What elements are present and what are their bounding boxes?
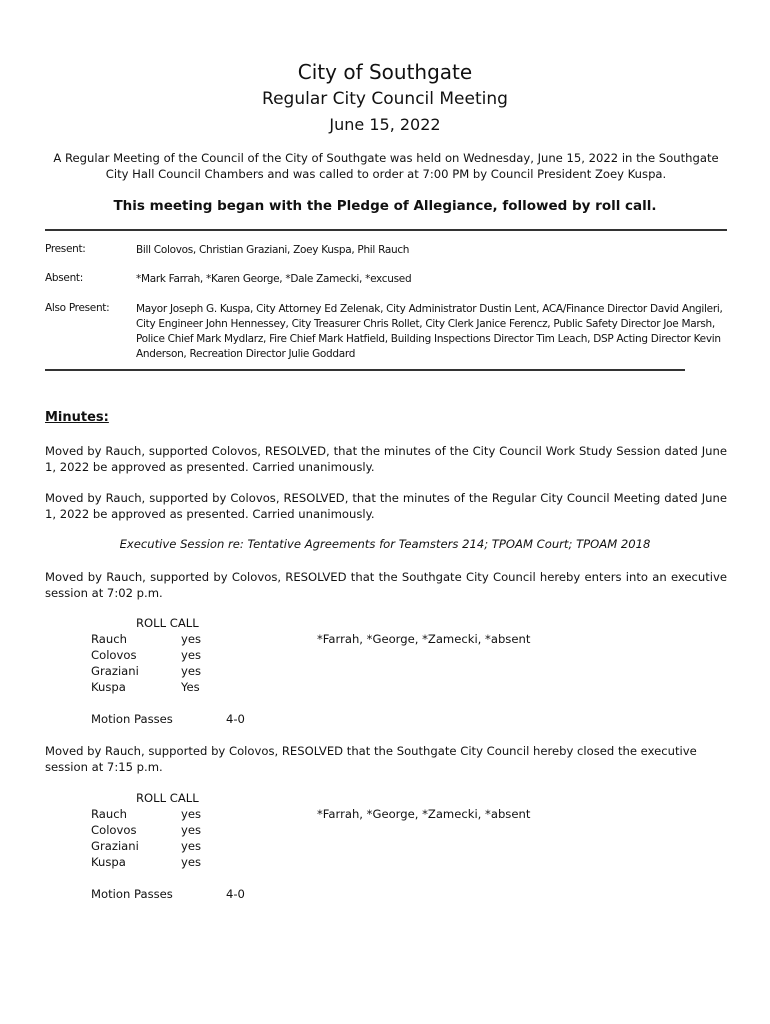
minutes-paragraph-2: Moved by Rauch, supported by Colovos, RESOLVED, that the minutes of the Regular City Council Meeting dated June 1, 2022 be approved as presented. Carried unanimously. (45, 491, 727, 521)
minutes-paragraph-1: Moved by Rauch, supported Colovos, RESOLVED, that the minutes of the City Council Work Study Session dated June 1, 2022 be approved as presented. Carried unanimously. (45, 444, 727, 474)
roll-vote: yes (181, 648, 202, 662)
roll-name: Colovos (91, 823, 137, 837)
also-present-label: Also Present: (45, 302, 110, 314)
divider-bottom (45, 369, 685, 371)
roll-vote: Yes (181, 680, 200, 694)
roll-absent-note: *Farrah, *George, *Zamecki, *absent (317, 807, 531, 821)
roll-vote: yes (181, 664, 202, 678)
motion-result-value: 4-0 (226, 712, 245, 726)
roll-name: Rauch (91, 807, 127, 821)
meeting-title: Regular City Council Meeting (262, 89, 508, 109)
roll-name: Rauch (91, 632, 127, 646)
roll-name: Colovos (91, 648, 137, 662)
roll-vote: yes (181, 823, 202, 837)
absent-value: *Mark Farrah, *Karen George, *Dale Zamecki, *excused (136, 273, 412, 285)
roll-absent-note: *Farrah, *George, *Zamecki, *absent (317, 632, 531, 646)
also-present-value: Mayor Joseph G. Kuspa, City Attorney Ed Zelenak, City Administrator Dustin Lent, ACA/Finance Director David Angileri, City Engineer John Hennessey, City Treasurer Chris Rollet, City Clerk Janice Ferencz, Public Safety Director Joe Marsh, Police Chief Mark Mydlarz, Fire Chief Mark Hatfield, Building Inspections Director Tim Leach, DSP Acting Director Kevin Anderson, Recreation Director Julie Goddard (136, 303, 723, 360)
minutes-heading: Minutes: (45, 410, 109, 425)
roll-name: Graziani (91, 664, 139, 678)
motion-result-label: Motion Passes (91, 887, 173, 901)
meeting-date: June 15, 2022 (329, 115, 441, 134)
roll-call-title: ROLL CALL (136, 616, 199, 630)
divider-top (45, 229, 727, 231)
intro-paragraph: A Regular Meeting of the Council of the City of Southgate was held on Wednesday, June 15, 2022 in the Southgate City Hall Council Chambers and was called to order at 7:00 PM by Council President Zoey Kuspa. (53, 151, 719, 181)
roll-name: Graziani (91, 839, 139, 853)
motion-result-label: Motion Passes (91, 712, 173, 726)
pledge-statement: This meeting began with the Pledge of Allegiance, followed by roll call. (113, 198, 657, 214)
present-value: Bill Colovos, Christian Graziani, Zoey Kuspa, Phil Rauch (136, 244, 410, 256)
roll-name: Kuspa (91, 855, 126, 869)
present-label: Present: (45, 243, 86, 255)
roll-name: Kuspa (91, 680, 126, 694)
roll-call-title: ROLL CALL (136, 791, 199, 805)
motion-enter-session: Moved by Rauch, supported by Colovos, RESOLVED that the Southgate City Council hereby enters into an executive session at 7:02 p.m. (45, 570, 727, 600)
roll-vote: yes (181, 632, 202, 646)
motion-result-value: 4-0 (226, 887, 245, 901)
motion-close-session: Moved by Rauch, supported by Colovos, RESOLVED that the Southgate City Council hereby closed the executive session at 7:15 p.m. (45, 744, 697, 774)
executive-session-title: Executive Session re: Tentative Agreements for Teamsters 214; TPOAM Court; TPOAM 2018 (119, 537, 651, 551)
absent-label: Absent: (45, 272, 83, 284)
roll-vote: yes (181, 807, 202, 821)
city-title: City of Southgate (297, 60, 473, 84)
roll-vote: yes (181, 839, 202, 853)
roll-vote: yes (181, 855, 202, 869)
